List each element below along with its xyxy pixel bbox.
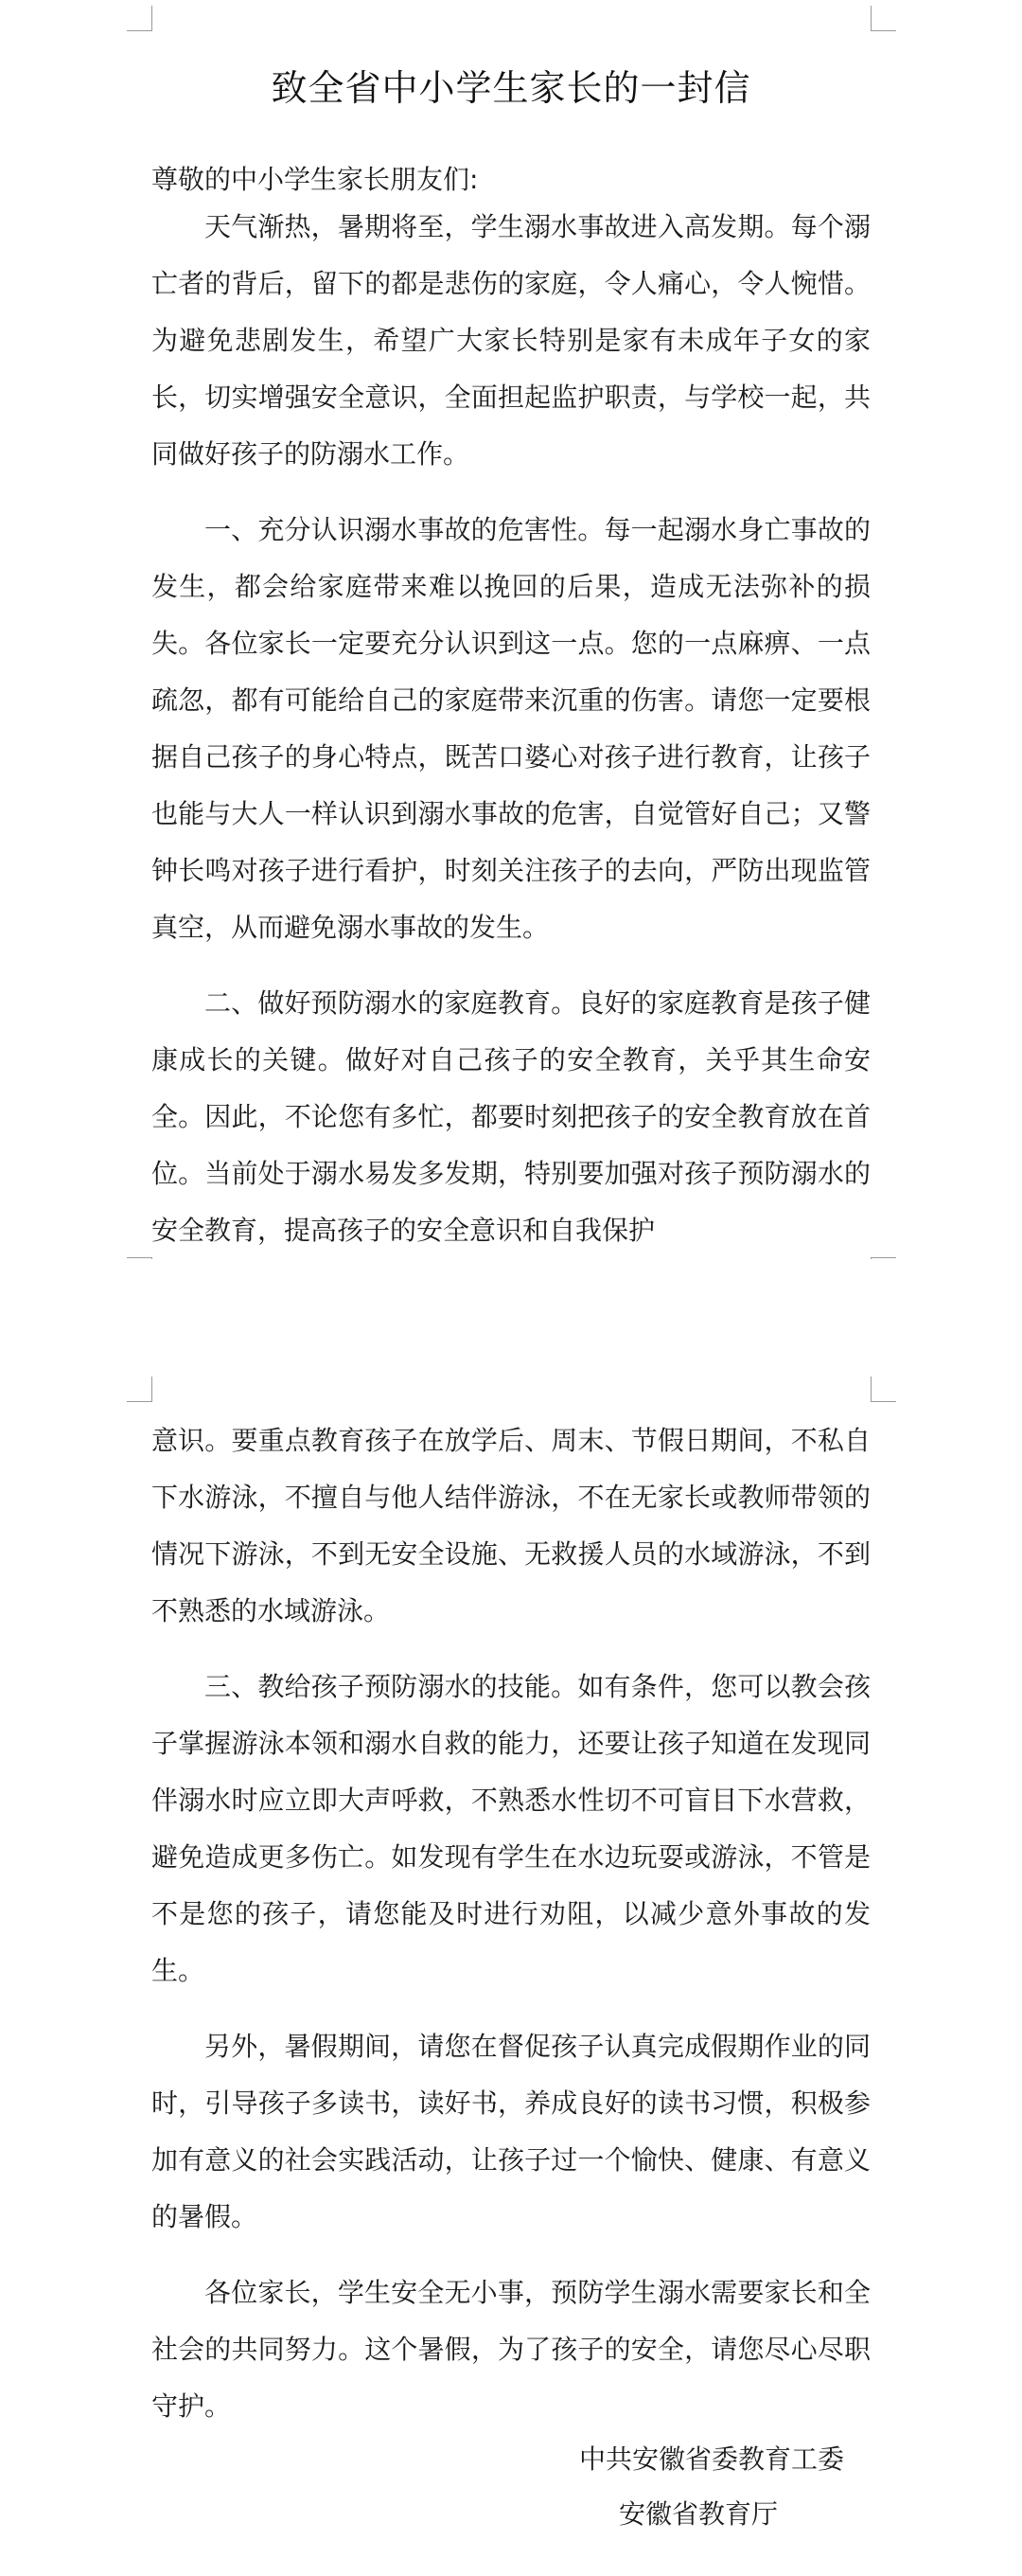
signature-organization-2: 安徽省教育厅 [619, 2498, 779, 2530]
paragraph-section-3: 三、教给孩子预防溺水的技能。如有条件，您可以教会孩子掌握游泳本领和溺水自救的能力，还要让孩子知道在发现同伴溺水时应立即大声呼救，不熟悉水性切不可盲目下水营救，避免造成更多伤亡。如发现有学生在水边玩耍或游泳，不管是不是您的孩子，请您能及时进行劝阻，以减少意外事故的发生。 [151, 1671, 871, 1986]
letter-body-page-2 [151, 1412, 871, 2435]
paragraph-section-2-continued: 意识。要重点教育孩子在放学后、周末、节假日期间，不私自下水游泳，不擅自与他人结伴游泳，不在无家长或教师带领的情况下游泳，不到无安全设施、无救援人员的水域游泳，不到不熟悉的水域游泳。 [151, 1425, 871, 1626]
letter-body-page-1 [151, 199, 871, 1259]
salutation: 尊敬的中小学生家长朋友们: [151, 164, 479, 195]
paragraph-section-1: 一、充分认识溺水事故的危害性。每一起溺水身亡事故的发生，都会给家庭带来难以挽回的后果，造成无法弥补的损失。各位家长一定要充分认识到这一点。您的一点麻痹、一点疏忽，都有可能给自己的家庭带来沉重的伤害。请您一定要根据自己孩子的身心特点，既苦口婆心对孩子进行教育，让孩子也能与大人一样认识到溺水事故的危害，自觉管好自己；又警钟长鸣对孩子进行看护，时刻关注孩子的去向，严防出现监管真空，从而避免溺水事故的发生。 [151, 514, 871, 943]
document-page-2 [0, 1382, 1022, 2576]
margin-corner-mark [871, 6, 896, 31]
letter-title: 致全省中小学生家长的一封信 [271, 67, 751, 109]
margin-corner-mark [127, 1377, 152, 1402]
margin-corner-mark [871, 1377, 896, 1402]
paragraph-intro: 天气渐热，暑期将至，学生溺水事故进入高发期。每个溺亡者的背后，留下的都是悲伤的家庭，令人痛心，令人惋惜。为避免悲剧发生，希望广大家长特别是家有未成年子女的家长，切实增强安全意识，全面担起监护职责，与学校一起，共同做好孩子的防溺水工作。 [151, 211, 871, 470]
paragraph-section-2: 二、做好预防溺水的家庭教育。良好的家庭教育是孩子健康成长的关键。做好对自己孩子的安全教育，关乎其生命安全。因此，不论您有多忙，都要时刻把孩子的安全教育放在首位。当前处于溺水易发多发期，特别要加强对孩子预防溺水的安全教育，提高孩子的安全意识和自我保护 [151, 987, 871, 1246]
margin-corner-mark [127, 6, 152, 31]
page-break [0, 1259, 1022, 1382]
paragraph-closing: 各位家长，学生安全无小事，预防学生溺水需要家长和全社会的共同努力。这个暑假，为了孩子的安全，请您尽心尽职守护。 [151, 2277, 871, 2422]
signature-organization-1: 中共安徽省委教育工委 [579, 2443, 845, 2475]
document-page-1 [0, 0, 1022, 1259]
paragraph-summer-advice: 另外，暑假期间，请您在督促孩子认真完成假期作业的同时，引导孩子多读书，读好书，养成良好的读书习惯，积极参加有意义的社会实践活动，让孩子过一个愉快、健康、有意义的暑假。 [151, 2031, 871, 2232]
